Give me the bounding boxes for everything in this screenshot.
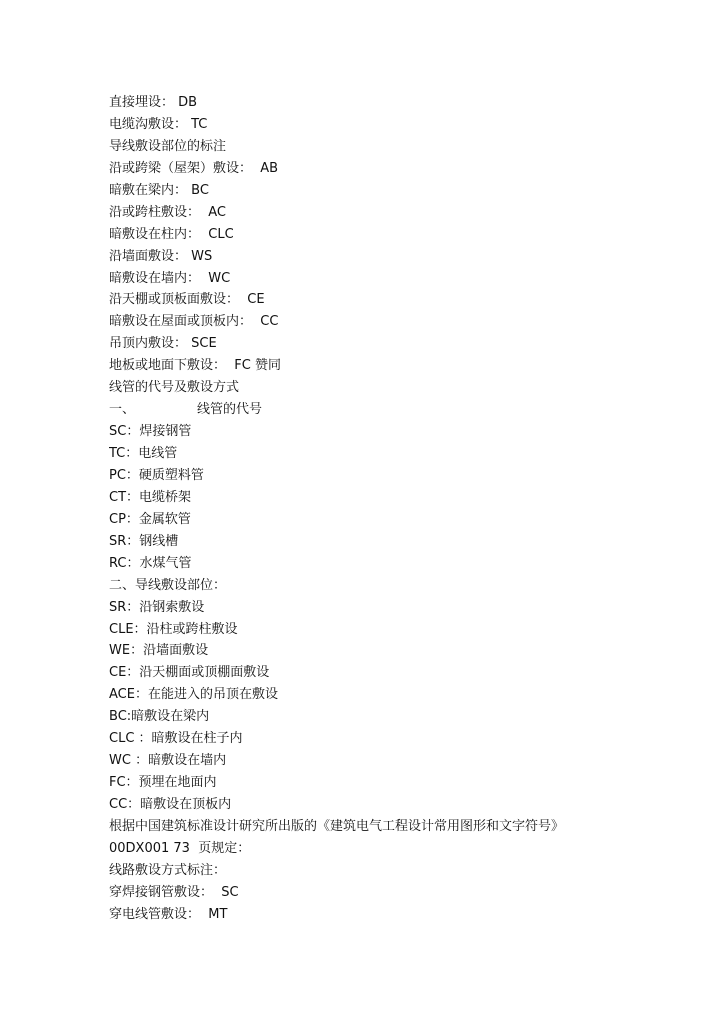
text-line: 根据中国建筑标准设计研究所出版的《建筑电气工程设计常用图形和文字符号》 <box>109 818 565 834</box>
document-text-block <box>109 92 699 926</box>
section-heading: 一、 线管的代号 <box>109 402 262 418</box>
text-line: CLC ：暗敷设在柱子内 <box>109 731 243 747</box>
text-line: 暗敷设在墙内： WC <box>109 270 231 286</box>
text-line: TC：电线管 <box>109 446 178 461</box>
text-line: CP：金属软管 <box>109 511 191 527</box>
text-line: 沿或跨柱敷设： AC <box>109 204 227 220</box>
text-line: 直接埋设： DB <box>109 95 198 110</box>
text-line: ACE：在能进入的吊顶在敷设 <box>109 687 278 703</box>
text-line: RC：水煤气管 <box>109 555 192 571</box>
text-line: SC：焊接钢管 <box>109 424 192 440</box>
text-line: PC：硬质塑料管 <box>109 467 204 483</box>
text-line: BC:暗敷设在梁内 <box>109 709 210 725</box>
text-line: CT：电缆桥架 <box>109 489 192 505</box>
text-line: 穿电线管敷设： MT <box>109 906 228 922</box>
text-line: 暗敷设在柱内： CLC <box>109 226 234 242</box>
text-line: 沿墙面敷设： WS <box>109 248 213 264</box>
text-line: 沿或跨梁（屋架）敷设： AB <box>109 160 279 176</box>
text-line: 地板或地面下敷设： FC 赞同 <box>109 358 281 374</box>
text-line: CLE：沿柱或跨柱敷设 <box>109 621 238 637</box>
section-heading: 导线敷设部位的标注 <box>109 138 227 154</box>
text-line: 电缆沟敷设： TC <box>109 116 208 132</box>
section-heading: 二、导线敷设部位： <box>109 577 227 593</box>
text-line: CC：暗敷设在顶板内 <box>109 797 232 812</box>
text-line: 暗敷在梁内： BC <box>109 182 209 198</box>
text-line: 穿焊接钢管敷设： SC <box>109 884 239 900</box>
text-line: SR：沿钢索敷设 <box>109 599 205 615</box>
text-line: 沿天棚或顶板面敷设： CE <box>109 292 265 308</box>
text-line: WE：沿墙面敷设 <box>109 643 209 659</box>
text-line: WC ：暗敷设在墙内 <box>109 753 227 769</box>
text-line: 吊顶内敷设： SCE <box>109 336 217 352</box>
text-line: 00DX001 73 页规定： <box>109 840 251 856</box>
text-line: FC：预埋在地面内 <box>109 775 217 791</box>
section-heading: 线管的代号及敷设方式 <box>109 380 240 396</box>
text-line: CE：沿天棚面或顶棚面敷设 <box>109 665 270 681</box>
section-heading: 线路敷设方式标注： <box>109 862 227 878</box>
text-line: 暗敷设在屋面或顶板内： CC <box>109 314 279 330</box>
text-line: SR：钢线槽 <box>109 533 179 549</box>
